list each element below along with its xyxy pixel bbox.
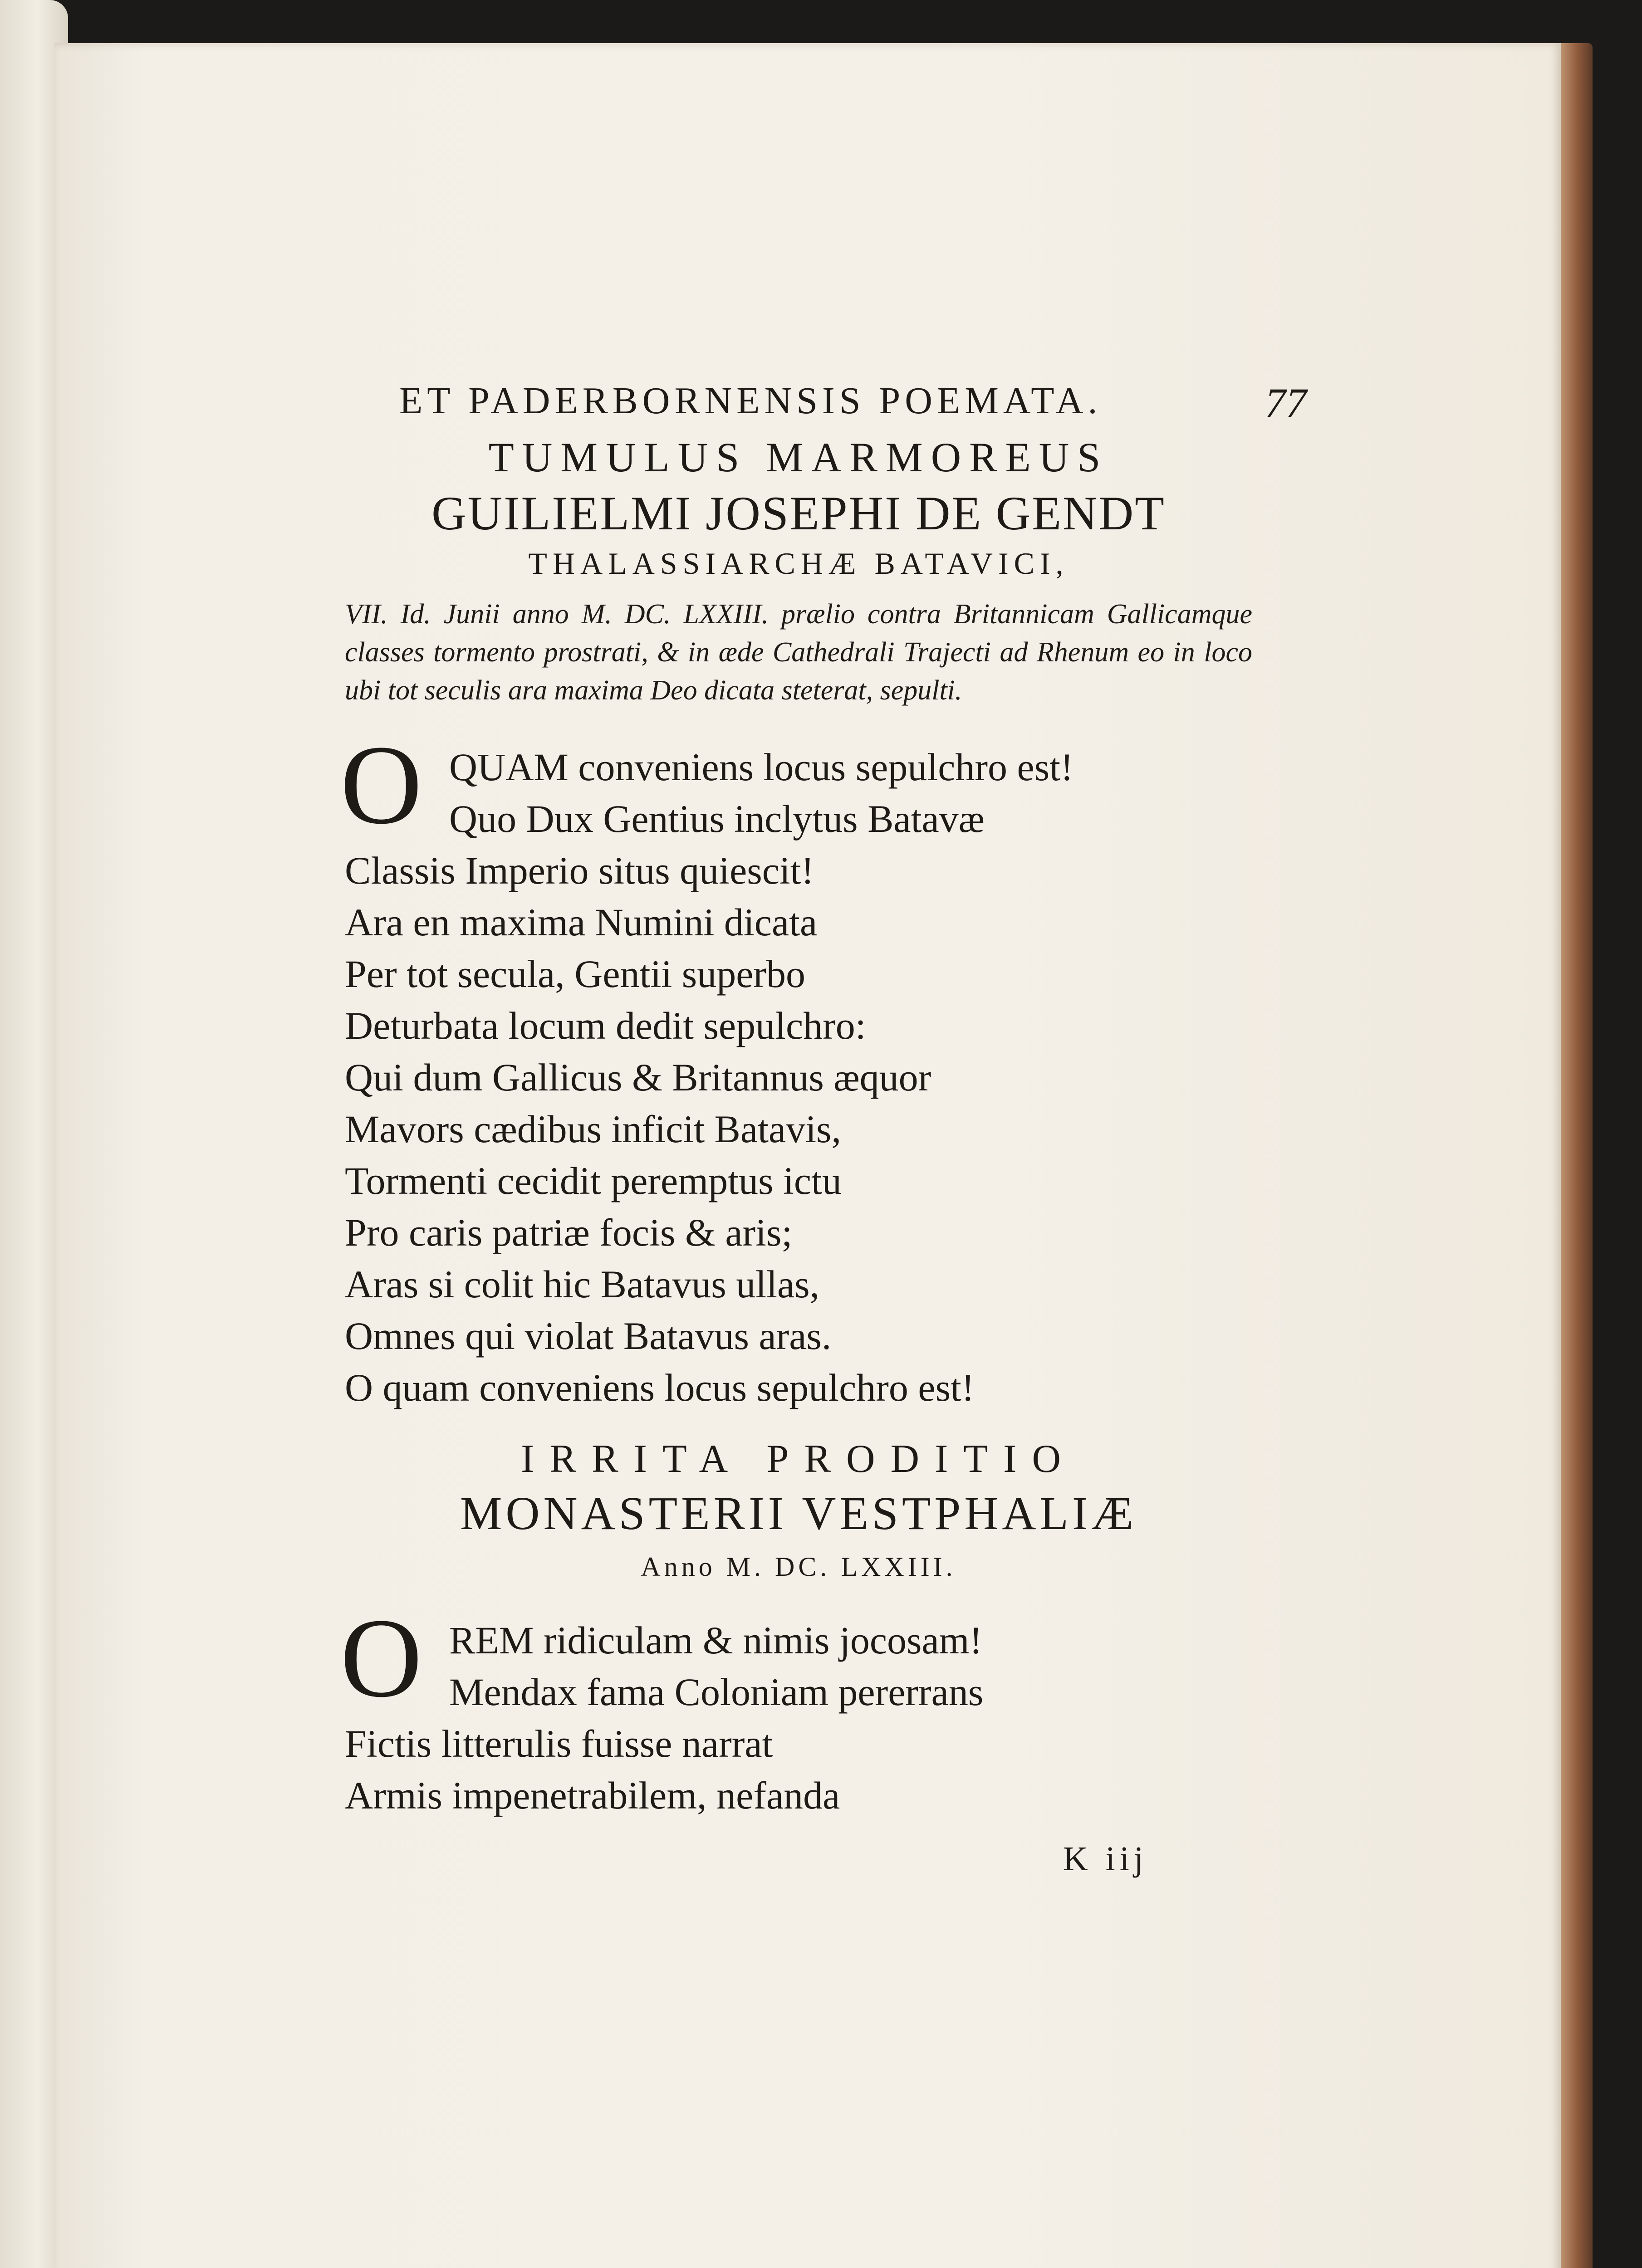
poem-line: Tormenti cecidit peremptus ictu [345,1159,842,1202]
poem-line: Classis Imperio situs quiescit! [345,849,814,892]
running-head [345,379,1307,426]
poem1-body [340,722,1252,1413]
poem2-title-line2: MONASTERII VESTPHALIÆ [460,1487,1137,1540]
signature-mark: K iij [1063,1840,1148,1878]
poem-line: Deturbata locum dedit sepulchro: [345,1004,866,1047]
poem-line: QUAM conveniens locus sepulchro est! [449,745,1073,789]
poem-line: Ara en maxima Numini dicata [345,900,818,944]
poem-line: Mendax fama Coloniam pererrans [449,1670,984,1714]
poem2-dropcap: O [340,1595,422,1721]
page-content [340,379,1307,1879]
poem-line: Qui dum Gallicus & Britannus æquor [345,1056,931,1099]
poem-line: Per tot secula, Gentii superbo [345,952,806,996]
poem2-title-line1: IRRITA PRODITIO [520,1437,1077,1481]
poem2-body [340,1595,1252,1821]
poem-line: Aras si colit hic Batavus ullas, [345,1262,820,1306]
poem1-title-line2: GUILIELMI JOSEPHI DE GENDT [431,487,1166,540]
poem-line: Fictis litterulis fuisse narrat [345,1722,773,1765]
poem1-title-line3: THALASSIARCHÆ BATAVICI, [528,546,1069,581]
poem1-dropcap: O [340,722,422,848]
book-page [54,43,1561,2268]
poem2-date-line [345,1551,1252,1583]
running-head-title: ET PADERBORNENSIS POEMATA. [399,380,1102,422]
poem-line: Quo Dux Gentius inclytus Batavæ [449,797,985,841]
poem-line: Mavors cædibus inficit Batavis, [345,1107,841,1151]
poem1-subtitle: VII. Id. Junii anno M. DC. LXXIII. prælio contra Britannicam Gallicamque classes tormento prostrati, & in æde Cathedrali Trajecti ad Rhenum eo in loco ubi tot seculis ara maxima Deo dicata steterat, sepulti. [345,599,1252,706]
poem-line: O quam conveniens locus sepulchro est! [345,1366,975,1409]
poem-line: Pro caris patriæ focis & aris; [345,1211,793,1254]
poem-line: Omnes qui violat Batavus aras. [345,1314,832,1358]
poem2-date-text: Anno M. DC. LXXIII. [641,1552,956,1582]
page-number: 77 [1265,380,1307,426]
poem-line: Armis impenetrabilem, nefanda [345,1774,840,1817]
poem1-title-line1: TUMULUS MARMOREUS [488,434,1109,480]
poem-line: REM ridiculam & nimis jocosam! [449,1618,983,1662]
